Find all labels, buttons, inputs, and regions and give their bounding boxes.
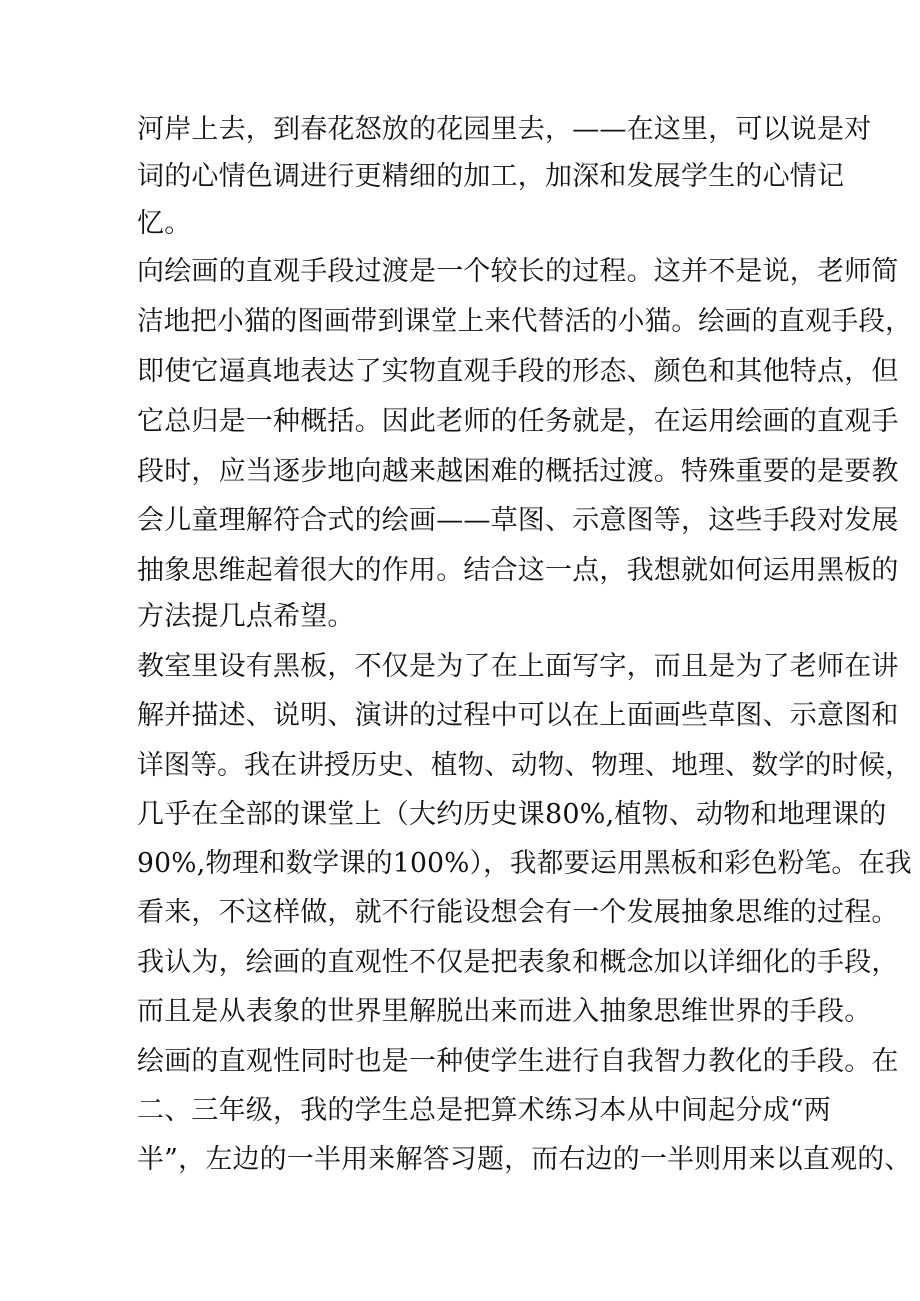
text-line: 抽象思维起着很大的作用。结合这一点，我想就如何运用黑板的 [137,555,899,586]
text-line: 洁地把小猫的图画带到课堂上来代替活的小猫。绘画的直观手段， [137,306,912,337]
text-line: 即使它逼真地表达了实物直观手段的形态、颜色和其他特点，但 [137,356,899,387]
text-line: 教室里设有黑板，不仅是为了在上面写字，而且是为了老师在讲 [137,651,899,682]
text-line: 详图等。我在讲授历史、植物、动物、物理、地理、数学的时候， [137,750,912,781]
text-line: 解并描述、说明、演讲的过程中可以在上面画些草图、示意图和 [137,700,899,731]
text-line: 词的心情色调进行更精细的加工，加深和发展学生的心情记 [137,161,845,192]
text-line: 看来，不这样做，就不行能设想会有一个发展抽象思维的过程。 [137,897,899,928]
text-line: 半”，左边的一半用来解答习题，而右边的一半则用来以直观的、 [137,1144,912,1175]
text-line: 几乎在全部的课堂上（大约历史课80%,植物、动物和地理课的 [137,799,887,830]
text-line: 而且是从表象的世界里解脱出来而进入抽象思维世界的手段。 [137,996,872,1027]
text-line: 会儿童理解符合式的绘画——草图、示意图等，这些手段对发展 [137,505,899,536]
text-line: 段时，应当逐步地向越来越困难的概括过渡。特殊重要的是要教 [137,456,899,487]
text-line: 它总归是一种概括。因此老师的任务就是，在运用绘画的直观手 [137,406,899,437]
text-line: 二、三年级，我的学生总是把算术练习本从中间起分成“两 [137,1095,832,1126]
text-line: 河岸上去，到春花怒放的花园里去，——在这里，可以说是对 [137,114,872,145]
text-line: 方法提几点希望。 [137,601,355,632]
text-line: 绘画的直观性同时也是一种使学生进行自我智力教化的手段。在 [137,1046,899,1077]
text-line: 90%,物理和数学课的100%），我都要运用黑板和彩色粉笔。在我 [137,848,912,879]
text-line: 我认为，绘画的直观性不仅是把表象和概念加以详细化的手段， [137,947,899,978]
text-line: 忆。 [137,208,192,239]
text-line: 向绘画的直观手段过渡是一个较长的过程。这并不是说，老师简 [137,256,899,287]
